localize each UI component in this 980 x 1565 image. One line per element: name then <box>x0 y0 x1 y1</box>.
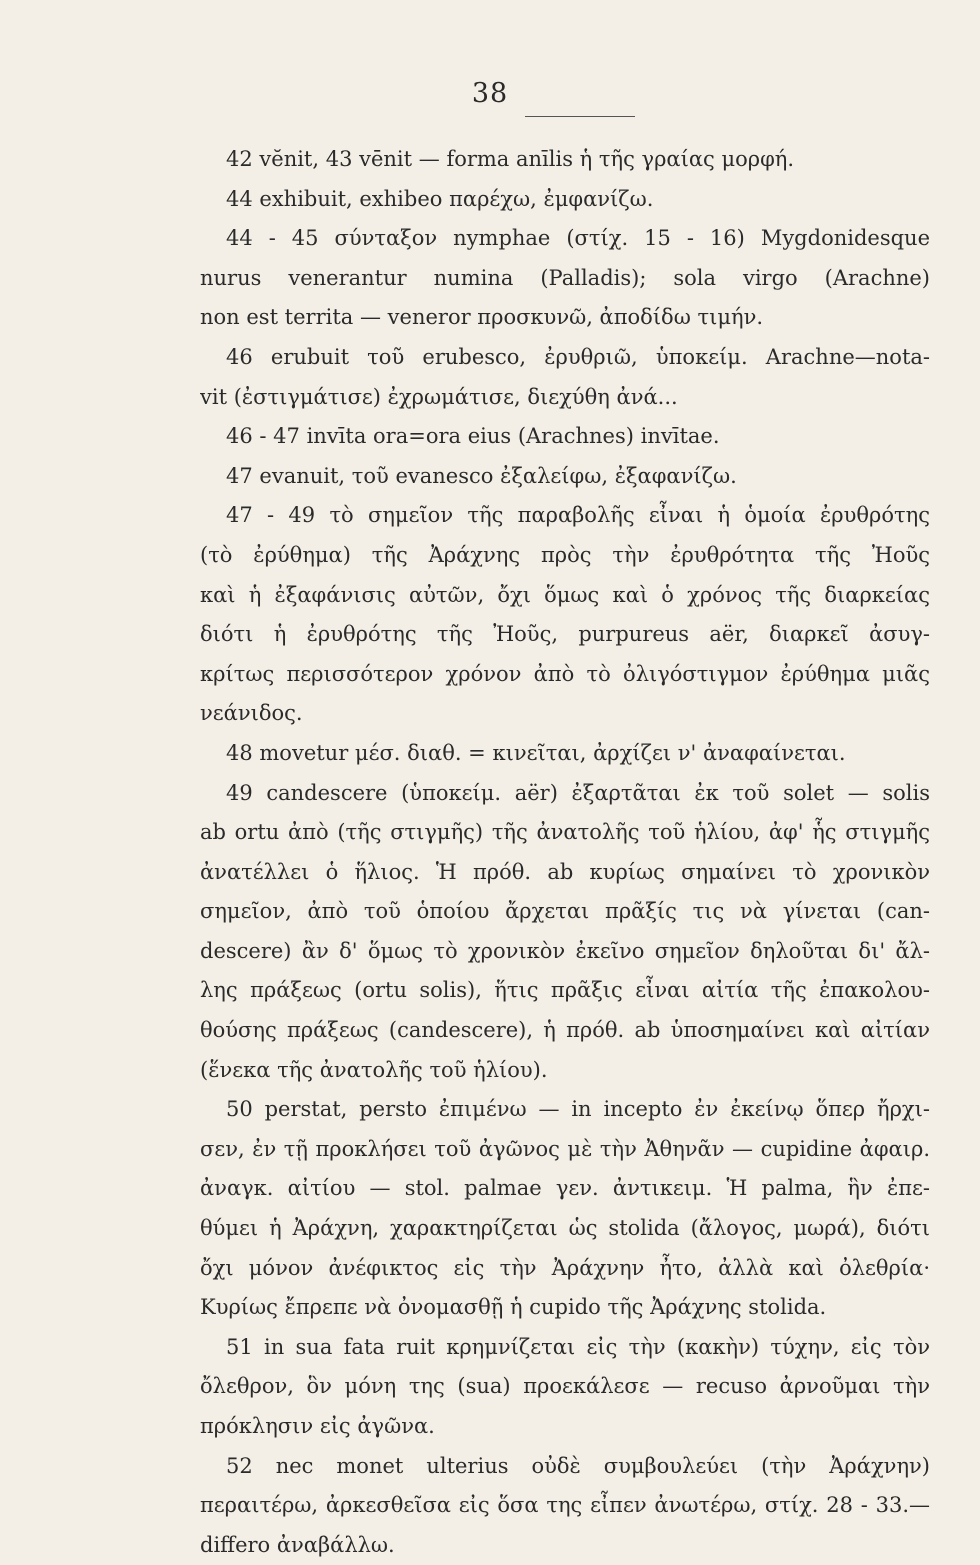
text-line: ὄλεθρον, ὃν μόνη της (sua) προεκάλεσε — recuso ἀρνοῦμαι τὴν <box>200 1374 930 1399</box>
text-line: 42 vĕnit, 43 vēnit — forma anīlis ἡ τῆς γραίας μορφή. <box>226 147 795 171</box>
text-line: Κυρίως ἔπρεπε νὰ ὀνομασθῇ ἡ cupido τῆς Ἀράχνης stolida. <box>200 1295 827 1320</box>
page-number: 38 <box>471 78 509 109</box>
text-line: descere) ἂν δ' ὅμως τὸ χρονικὸν ἐκεῖνο σημεῖον δηλοῦται δι' ἄλ- <box>200 938 930 963</box>
text-line: 50 perstat, persto ἐπιμένω — in incepto ἐν ἐκείνῳ ὅπερ ἤρχι- <box>226 1097 930 1122</box>
text-line: (ἕνεκα τῆς ἀνατολῆς τοῦ ἡλίου). <box>200 1057 548 1082</box>
text-line: θούσης πράξεως (candescere), ἡ πρόθ. ab ὑποσημαίνει καὶ αἰτίαν <box>200 1018 930 1043</box>
text-line: ἀνατέλλει ὁ ἥλιος. Ἡ πρόθ. ab κυρίως σημαίνει τὸ χρονικὸν <box>200 859 930 884</box>
text-line: περαιτέρω, ἀρκεσθεῖσα εἰς ὅσα της εἶπεν ἀνωτέρω, στίχ. 28 - 33.— <box>200 1493 930 1518</box>
text-line: nurus venerantur numina (Palladis); sola virgo (Arachne) <box>200 265 930 290</box>
text-line: (τὸ ἐρύθημα) τῆς Ἀράχνης πρὸς τὴν ἐρυθρότητα τῆς Ἠοῦς <box>200 542 930 567</box>
text-line: σεν, ἐν τῇ προκλήσει τοῦ ἀγῶνος μὲ τὴν Ἀθηνᾶν — cupidine ἀφαιρ. <box>200 1136 930 1161</box>
text-line: 51 in sua fata ruit κρημνίζεται εἰς τὴν (κακὴν) τύχην, εἰς τὸν <box>226 1334 930 1359</box>
text-line: 48 movetur μέσ. διαθ. = κινεῖται, ἀρχίζει ν' ἀναφαίνεται. <box>226 740 846 765</box>
text-line: ab ortu ἀπὸ (τῆς στιγμῆς) τῆς ἀνατολῆς τοῦ ἡλίου, ἀφ' ἧς στιγμῆς <box>200 820 930 845</box>
text-line: σημεῖον, ἀπὸ τοῦ ὁποίου ἄρχεται πρᾶξίς τις νὰ γίνεται (can- <box>200 899 930 924</box>
text-line: 44 exhibuit, exhibeo παρέχω, ἐμφανίζω. <box>226 186 654 211</box>
text-line: καὶ ἡ ἐξαφάνισις αὐτῶν, ὄχι ὅμως καὶ ὁ χρόνος τῆς διαρκείας <box>200 582 930 607</box>
text-line: 47 - 49 τὸ σημεῖον τῆς παραβολῆς εἶναι ἡ ὁμοία ἐρυθρότης <box>226 503 930 528</box>
text-line: κρίτως περισσότερον χρόνον ἀπὸ τὸ ὀλιγόστιγμον ἐρύθημα μιᾶς <box>200 661 930 686</box>
text-line: vit (ἐστιγμάτισε) ἐχρωμάτισε, διεχύθη ἀνά... <box>200 384 678 409</box>
text-line: 47 evanuit, τοῦ evanesco ἐξαλείφω, ἐξαφανίζω. <box>226 463 737 488</box>
text-line: πρόκλησιν εἰς ἀγῶνα. <box>200 1414 435 1438</box>
text-line: 52 nec monet ulterius οὐδὲ συμβουλεύει (τὴν Ἀράχνην) <box>226 1453 930 1478</box>
text-line: 49 candescere (ὑποκείμ. aër) ἐξαρτᾶται ἐκ τοῦ solet — solis <box>226 780 930 805</box>
text-line: διότι ἡ ἐρυθρότης τῆς Ἠοῦς, purpureus aër, διαρκεῖ ἀσυγ- <box>200 622 930 647</box>
text-line: 46 - 47 invīta ora=ora eius (Arachnes) invītae. <box>226 424 720 449</box>
text-line: 44 - 45 σύνταξον nymphae (στίχ. 15 - 16) Mygdonidesque <box>226 226 930 251</box>
text-line: νεάνιδος. <box>200 701 303 726</box>
text-line: non est territa — veneror προσκυνῶ, ἀποδίδω τιμήν. <box>200 305 764 330</box>
text-line: ἀναγκ. αἰτίου — stol. palmae γεν. ἀντικειμ. Ἡ palma, ἣν ἐπε- <box>200 1176 930 1201</box>
text-line: ὄχι μόνον ἀνέφικτος εἰς τὴν Ἀράχνην ἦτο, ἀλλὰ καὶ ὀλεθρία· <box>200 1255 930 1280</box>
page-number-rule <box>525 116 635 117</box>
text-line: differo ἀναβάλλω. <box>200 1532 395 1557</box>
text-line: θύμει ἡ Ἀράχνη, χαρακτηρίζεται ὡς stolida (ἄλογος, μωρά), διότι <box>200 1216 930 1241</box>
text-line: 46 erubuit τοῦ erubesco, ἐρυθριῶ, ὑποκείμ. Arachne—nota- <box>226 344 930 369</box>
commentary-text <box>200 140 930 1565</box>
text-line: λης πράξεως (ortu solis), ἥτις πρᾶξις εἶναι αἰτία τῆς ἐπακολου- <box>200 978 930 1003</box>
